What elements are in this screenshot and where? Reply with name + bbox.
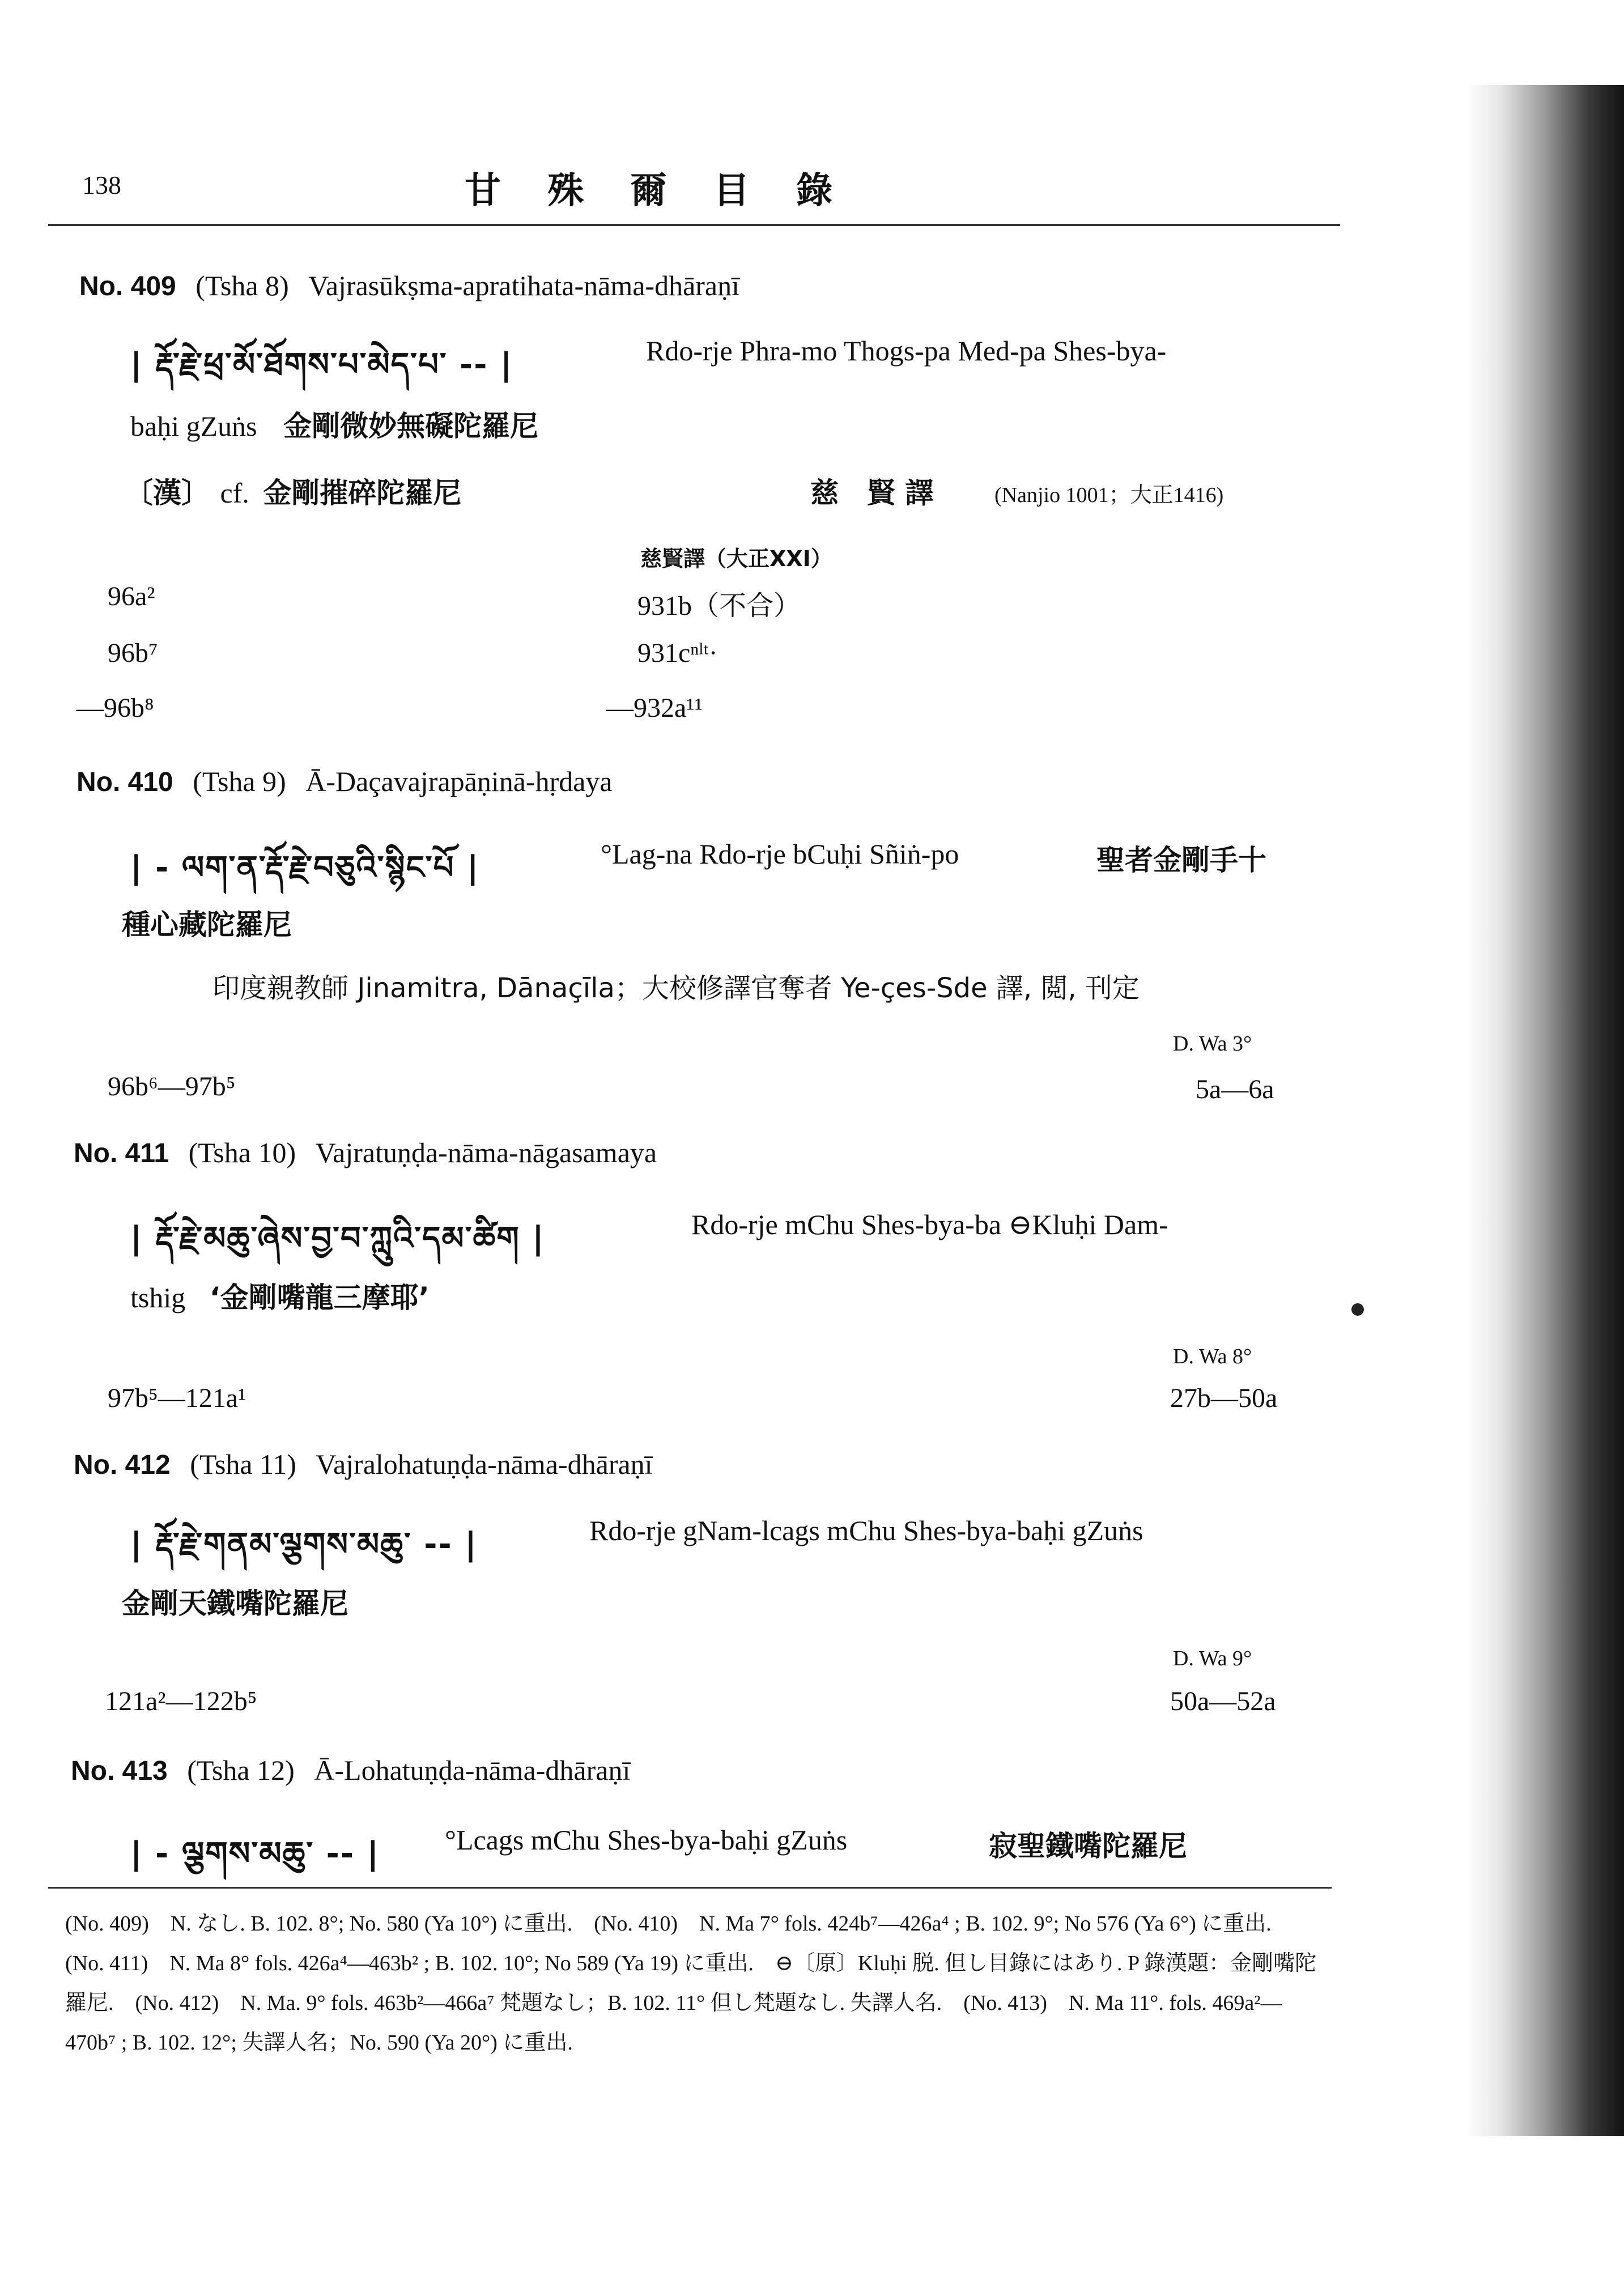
entry-number: No. 411 xyxy=(74,1138,169,1168)
chinese-title: 聖者金剛手十 xyxy=(1096,844,1266,877)
tibetan-title: | རྡོ་རྗེ་ཕྲ་མོ་ཐོགས་པ་མེད་པ་ -- | xyxy=(130,346,513,383)
chinese-title: 寂聖鐵嘴陀羅尼 xyxy=(989,1830,1187,1863)
tibetan-romanized: Rdo-rje gNam-lcags mChu Shes-bya-baḥi gZuṅs xyxy=(589,1515,1143,1546)
chinese-title: 金剛微妙無礙陀羅尼 xyxy=(283,410,539,443)
folio-left: 96a² xyxy=(108,581,155,611)
folio-left: 121a²—122b⁵ xyxy=(105,1686,257,1716)
tibetan-romanized: Rdo-rje Phra-mo Thogs-pa Med-pa Shes-bya- xyxy=(646,335,1167,367)
chinese-title-cont: 種心藏陀羅尼 xyxy=(122,908,292,941)
entry-409-header xyxy=(79,269,739,302)
folio-right: 5a—6a xyxy=(1196,1074,1274,1104)
folio-right: 50a—52a xyxy=(1170,1686,1276,1716)
entry-412-header xyxy=(74,1448,653,1481)
ink-speck xyxy=(1351,1303,1364,1316)
sanskrit-title: Ā-Lohatuṇḍa-nāma-dhāraṇī xyxy=(314,1754,631,1786)
tsha-ref: (Tsha 11) xyxy=(190,1448,296,1480)
folio-left: 96b⁶—97b⁵ xyxy=(108,1072,236,1102)
han-title: 金剛摧碎陀羅尼 xyxy=(263,477,462,509)
footnotes: (No. 409) N. なし. B. 102. 8°; No. 580 (Ya 10°) に重出. (No. 410) N. Ma 7° fols. 424b⁷—426a⁴ ; B. 102. 9°; No 576 (Ya 6°) に重出. (No. 411) N. Ma 8° fols. 426a⁴—463b² ; B. 102. 10°; No 589 (Ya 19) に重出. ⊖〔原〕Kluḥi 脱. 但し目錄にはあり. P 錄漢題：金剛嘴陀羅尼. (No. 412) N. Ma. 9° fols. 463b²—466a⁷ 梵題なし；B. 102. 11° 但し梵題なし. 失譯人名. (No. 413) N. Ma 11°. fols. 469a²—470b⁷ ; B. 102. 12°; 失譯人名；No. 590 (Ya 20°) に重出. xyxy=(65,1912,1317,2055)
taisho-head: 慈賢譯（大正XXI） xyxy=(640,546,832,571)
folio-right: 931cⁿˡᵗ· xyxy=(637,638,718,668)
tsha-ref: (Tsha 10) xyxy=(188,1137,296,1168)
entry-number: No. 413 xyxy=(71,1756,168,1786)
derge-ref: D. Wa 3° xyxy=(1173,1032,1252,1056)
derge-ref: D. Wa 9° xyxy=(1173,1647,1252,1670)
tibetan-romanized: Rdo-rje mChu Shes-bya-ba ⊖Kluḥi Dam- xyxy=(691,1209,1168,1240)
tibetan-romanized-cont xyxy=(130,403,538,444)
sanskrit-title: Vajratuṇḍa-nāma-nāgasamaya xyxy=(315,1137,657,1168)
han-reference xyxy=(125,470,461,511)
romanized-cont: tshig xyxy=(130,1282,186,1313)
header-rule xyxy=(48,224,1340,226)
entry-410-header xyxy=(76,765,613,798)
folio-right: —932a¹¹ xyxy=(606,693,703,723)
derge-ref: D. Wa 8° xyxy=(1173,1345,1252,1368)
entry-411-header xyxy=(74,1136,657,1169)
sanskrit-title: Ā-Daçavajrapāṇinā-hṛdaya xyxy=(305,766,613,797)
tibetan-title: | - ལག་ན་རྡོ་རྗེ་བཅུའི་སྙིང་པོ | xyxy=(130,849,480,886)
page-number: 138 xyxy=(82,171,121,199)
tibetan-romanized-cont xyxy=(130,1275,430,1316)
folio-left: 96b⁷ xyxy=(108,638,158,668)
tsha-ref: (Tsha 12) xyxy=(187,1754,295,1786)
folio-right: 27b—50a xyxy=(1170,1383,1278,1413)
translator-line: 印度親教師 Jinamitra, Dānaçīla；大校修譯官奪者 Ye-çes-Sde 譯, 閲, 刊定 xyxy=(212,972,1140,1004)
tibetan-romanized: °Lcags mChu Shes-bya-baḥi gZuṅs xyxy=(445,1824,848,1856)
tibetan-title: | རྡོ་རྗེ་མཆུ་ཞེས་བྱ་བ་ཀླུའི་དམ་ཚིག | xyxy=(130,1220,545,1257)
han-mark: 〔漢〕 xyxy=(125,477,210,509)
nanjio-ref: (Nanjio 1001；大正1416) xyxy=(994,483,1224,507)
sanskrit-title: Vajrasūkṣma-apratihata-nāma-dhāraṇī xyxy=(308,270,740,301)
translator: 慈 賢 譯 xyxy=(810,477,934,509)
tsha-ref: (Tsha 8) xyxy=(195,270,289,301)
tibetan-title: | - ལྕགས་མཆུ་ -- | xyxy=(130,1835,380,1872)
tibetan-title: | རྡོ་རྗེ་གནམ་ལྕགས་མཆུ་ -- | xyxy=(130,1526,478,1563)
book-spine-shadow xyxy=(1465,85,1624,2136)
page-title: 甘 殊 爾 目 錄 xyxy=(465,170,850,212)
folio-right: 931b（不合） xyxy=(637,591,801,621)
entry-number: No. 410 xyxy=(76,767,173,797)
tibetan-romanized: °Lag-na Rdo-rje bCuḥi Sñiṅ-po xyxy=(601,838,959,870)
folio-left: 97b⁵—121a¹ xyxy=(108,1383,246,1413)
entry-number: No. 409 xyxy=(79,271,176,301)
tsha-ref: (Tsha 9) xyxy=(193,766,286,797)
cf-label: cf. xyxy=(220,477,249,509)
romanized-cont: baḥi gZuṅs xyxy=(130,410,257,442)
notes-rule xyxy=(48,1887,1332,1889)
chinese-title: ‘金剛嘴龍三摩耶’ xyxy=(209,1281,430,1314)
chinese-title: 金剛天鐵嘴陀羅尼 xyxy=(122,1587,348,1620)
folio-left: —96b⁸ xyxy=(76,693,154,723)
sanskrit-title: Vajralohatuṇḍa-nāma-dhāraṇī xyxy=(316,1448,653,1480)
entry-413-header xyxy=(71,1754,630,1787)
entry-number: No. 412 xyxy=(74,1450,171,1480)
